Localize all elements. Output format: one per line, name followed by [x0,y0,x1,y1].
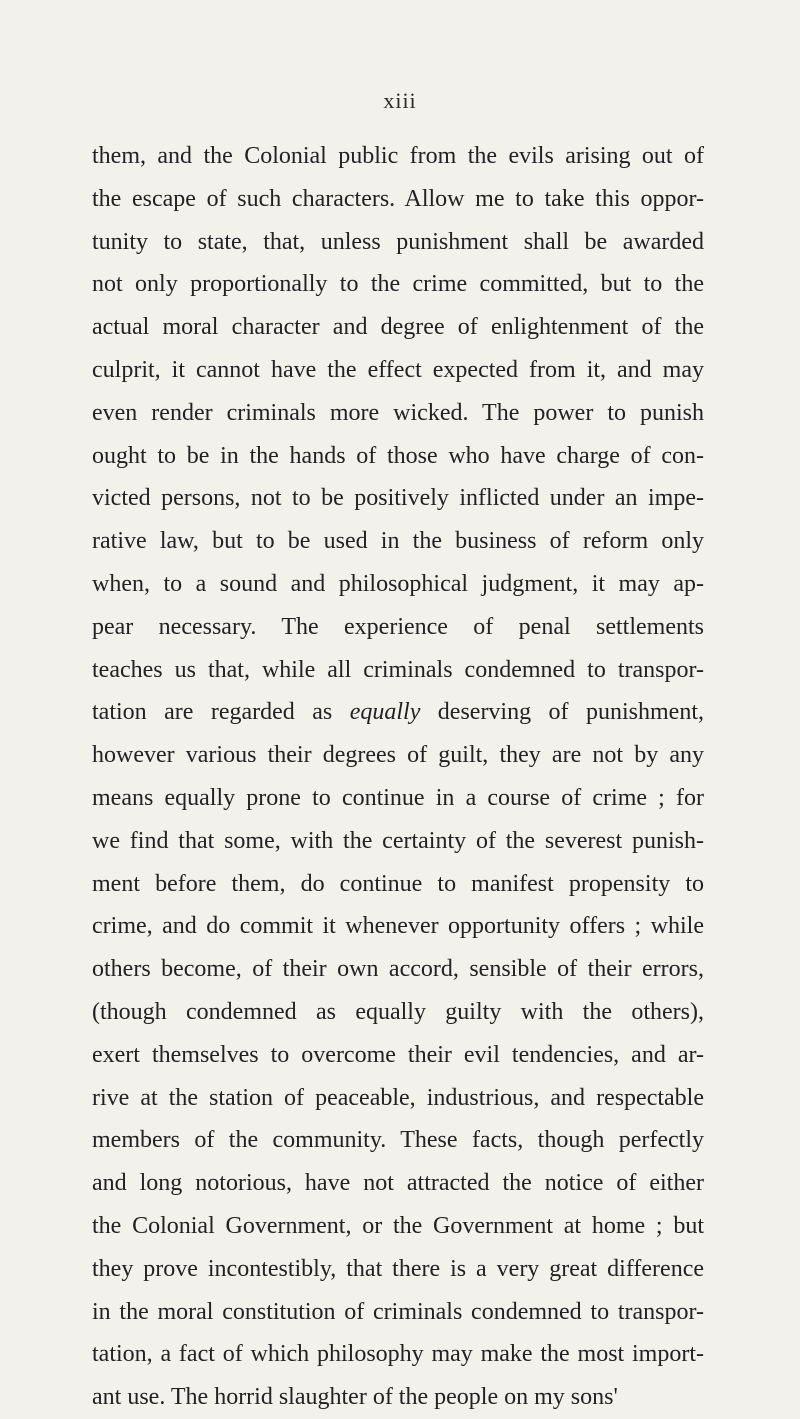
text-line: culprit, it cannot have the effect expected from it, and may [92,356,704,383]
text-line: members of the community. These facts, though perfectly [92,1127,704,1154]
line-text-after: deserving of punishment, [420,699,704,726]
text-line: ment before them, do continue to manifest propensity to [92,870,704,897]
italic-word: equally [349,699,421,726]
text-line: ought to be in the hands of those who have charge of con- [92,442,704,469]
text-line: exert themselves to overcome their evil tendencies, and ar- [92,1041,704,1068]
text-line: them, and the Colonial public from the evils arising out of [92,143,704,169]
text-line: rative law, but to be used in the business of reform only [92,528,704,555]
text-line: ant use. The horrid slaughter of the people on my sons' [92,1384,618,1411]
body-text [92,135,704,1419]
text-line: victed persons, not to be positively inflicted under an impe- [92,485,704,512]
text-line-with-italic [92,691,704,734]
page-number: xiii [383,88,417,113]
text-line: they prove incontestibly, that there is a very great difference [92,1255,704,1282]
text-line: tunity to state, that, unless punishment shall be awarded [92,228,704,255]
text-line: when, to a sound and philosophical judgment, it may ap- [92,570,704,597]
text-line: not only proportionally to the crime committed, but to the [92,271,704,298]
text-line: (though condemned as equally guilty with the others), [92,998,704,1025]
text-line: the Colonial Government, or the Government at home ; but [92,1212,704,1239]
text-line: however various their degrees of guilt, they are not by any [92,742,704,769]
text-line: teaches us that, while all criminals condemned to transpor- [92,656,704,683]
text-line: crime, and do commit it whenever opportunity offers ; while [92,913,704,940]
text-line: actual moral character and degree of enlightenment of the [92,314,704,341]
text-line: the escape of such characters. Allow me to take this oppor- [92,185,704,212]
text-line: we find that some, with the certainty of the severest punish- [92,827,704,854]
text-line: even render criminals more wicked. The power to punish [92,399,704,426]
text-line: others become, of their own accord, sensible of their errors, [92,956,704,983]
line-text-before: tation are regarded as [92,699,350,726]
text-line: means equally prone to continue in a course of crime ; for [92,784,704,811]
text-line: in the moral constitution of criminals condemned to transpor- [92,1298,704,1325]
text-line: rive at the station of peaceable, industrious, and respectable [92,1084,704,1111]
text-line: pear necessary. The experience of penal settlements [92,613,704,640]
text-line: and long notorious, have not attracted the notice of either [92,1170,704,1197]
text-line: tation, a fact of which philosophy may make the most import- [92,1341,704,1368]
